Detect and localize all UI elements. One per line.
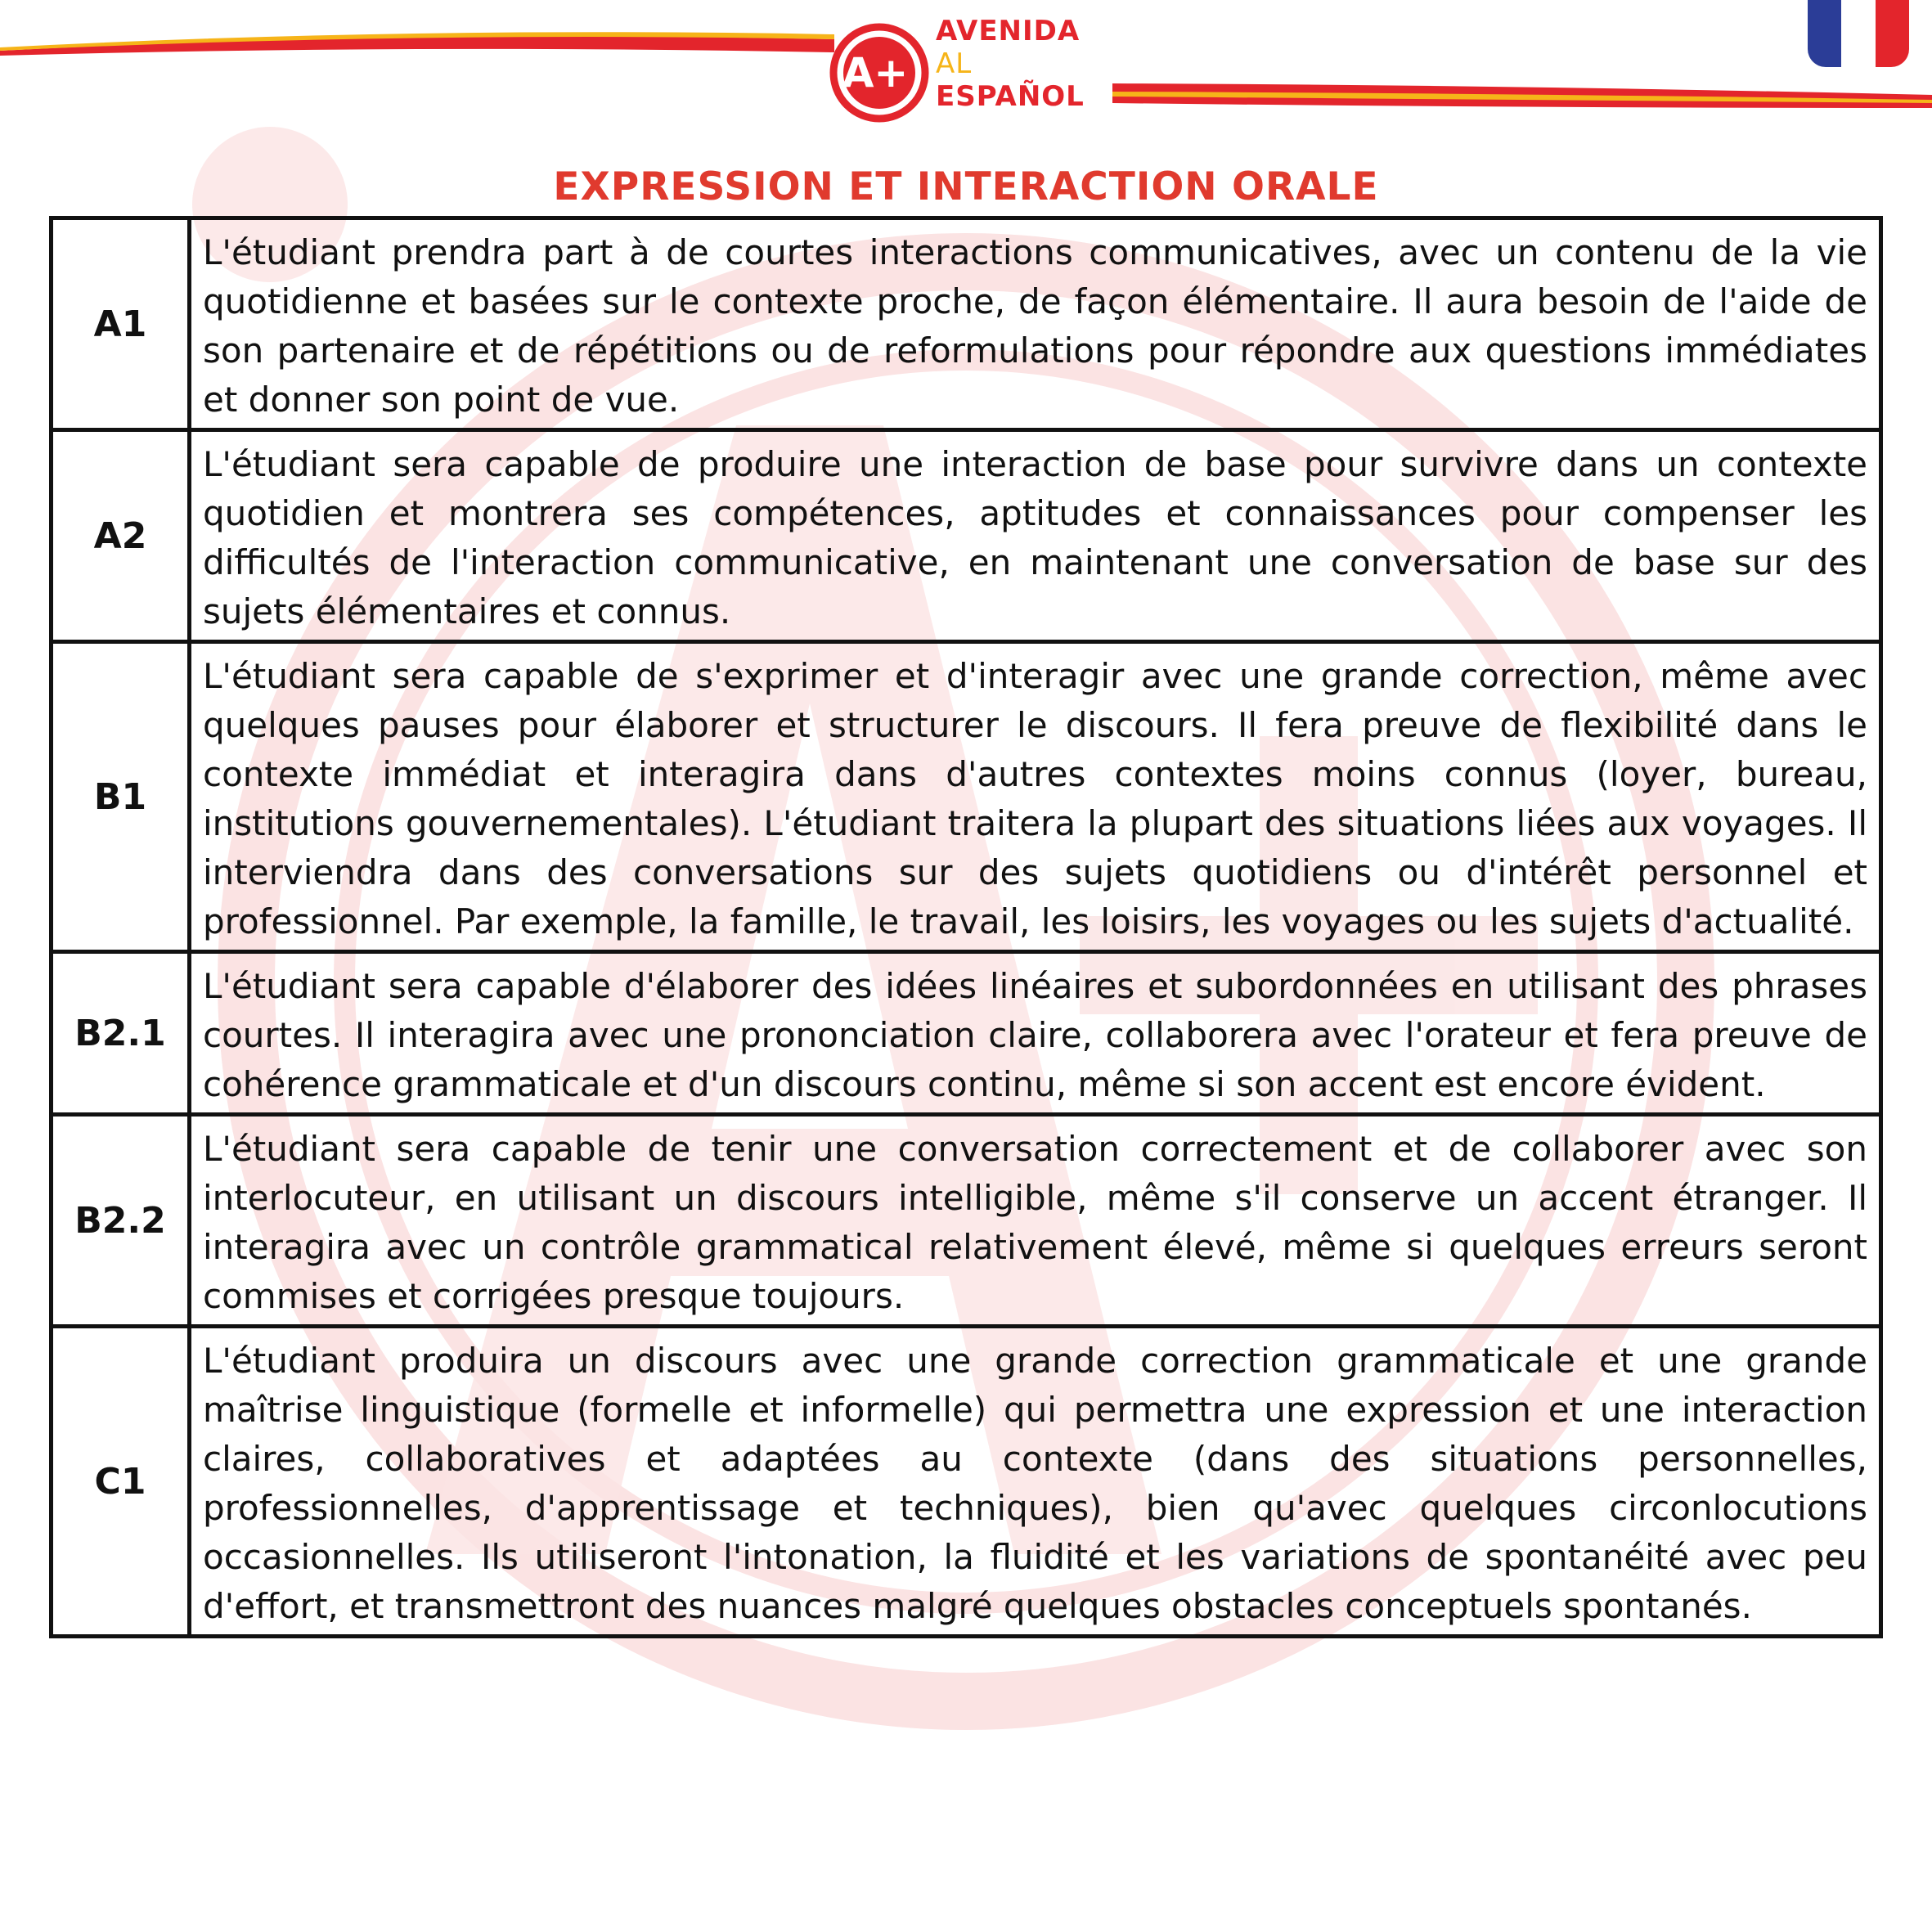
table-row: [52, 430, 1881, 642]
brand-wordmark: [936, 15, 1085, 113]
table-row: [52, 1115, 1881, 1327]
level-label: A2: [52, 430, 190, 642]
table-row: [52, 218, 1881, 430]
france-flag-icon: [1808, 0, 1909, 67]
brand-line-2: AL: [936, 47, 973, 80]
brand-logo: [826, 11, 1104, 126]
level-label: B1: [52, 642, 190, 952]
levels-table: [49, 216, 1883, 1638]
logo-mark-text: A+: [842, 49, 909, 97]
brand-line-1: AVENIDA: [936, 15, 1081, 47]
level-description: L'étudiant sera capable de tenir une conversation correctement et de collaborer avec son interlocuteur, en utilisant un discours intelligible, même s'il conserve un accent étranger. Il interagira avec un contrôle grammatical relativement élevé, même si quelques erreurs seront commises et corrigées presque toujours.: [190, 1115, 1881, 1327]
level-label: B2.1: [52, 952, 190, 1115]
table-row: [52, 642, 1881, 952]
table-row: [52, 952, 1881, 1115]
level-description: L'étudiant sera capable de s'exprimer et d'interagir avec une grande correction, même avec quelques pauses pour élaborer et structurer le discours. Il fera preuve de flexibilité dans le contexte immédiat et interagira dans d'autres contextes moins connus (loyer, bureau, institutions gouvernementales). L'étudiant traitera la plupart des situations liées aux voyages. Il interviendra dans des conversations sur des sujets quotidiens ou d'intérêt personnel et professionnel. Par exemple, la famille, le travail, les loisirs, les voyages ou les sujets d'actualité.: [190, 642, 1881, 952]
brand-line-3: ESPAÑOL: [936, 80, 1085, 113]
level-label: B2.2: [52, 1115, 190, 1327]
level-description: L'étudiant prendra part à de courtes interactions communicatives, avec un contenu de la vie quotidienne et basées sur le contexte proche, de façon élémentaire. Il aura besoin de l'aide de son partenaire et de répétitions ou de reformulations pour répondre aux questions immédiates et donner son point de vue.: [190, 218, 1881, 430]
table-row: [52, 1327, 1881, 1637]
level-label: A1: [52, 218, 190, 430]
a-plus-logo-icon: [826, 20, 932, 126]
level-description: L'étudiant sera capable de produire une interaction de base pour survivre dans un contexte quotidien et montrera ses compétences, aptitudes et connaissances pour compenser les difficultés de l'interaction communicative, en maintenant une conversation de base sur des sujets élémentaires et connus.: [190, 430, 1881, 642]
level-description: L'étudiant sera capable d'élaborer des idées linéaires et subordonnées en utilisant des phrases courtes. Il interagira avec une prononciation claire, collaborera avec l'orateur et fera preuve de cohérence grammaticale et d'un discours continu, même si son accent est encore évident.: [190, 952, 1881, 1115]
level-description: L'étudiant produira un discours avec une grande correction grammaticale et une grande maîtrise linguistique (formelle et informelle) qui permettra une expression et une interaction claires, collaboratives et adaptées au contexte (dans des situations personnelles, professionnelles, d'apprentissage et techniques), bien qu'avec quelques circonlocutions occasionnelles. Ils utiliseront l'intonation, la fluidité et les variations de spontanéité avec peu d'effort, et transmettront des nuances malgré quelques obstacles conceptuels spontanés.: [190, 1327, 1881, 1637]
level-label: C1: [52, 1327, 190, 1637]
header-band-left: [0, 28, 834, 61]
page-title: EXPRESSION ET INTERACTION ORALE: [553, 164, 1379, 209]
header-band-right: [1112, 75, 1932, 116]
